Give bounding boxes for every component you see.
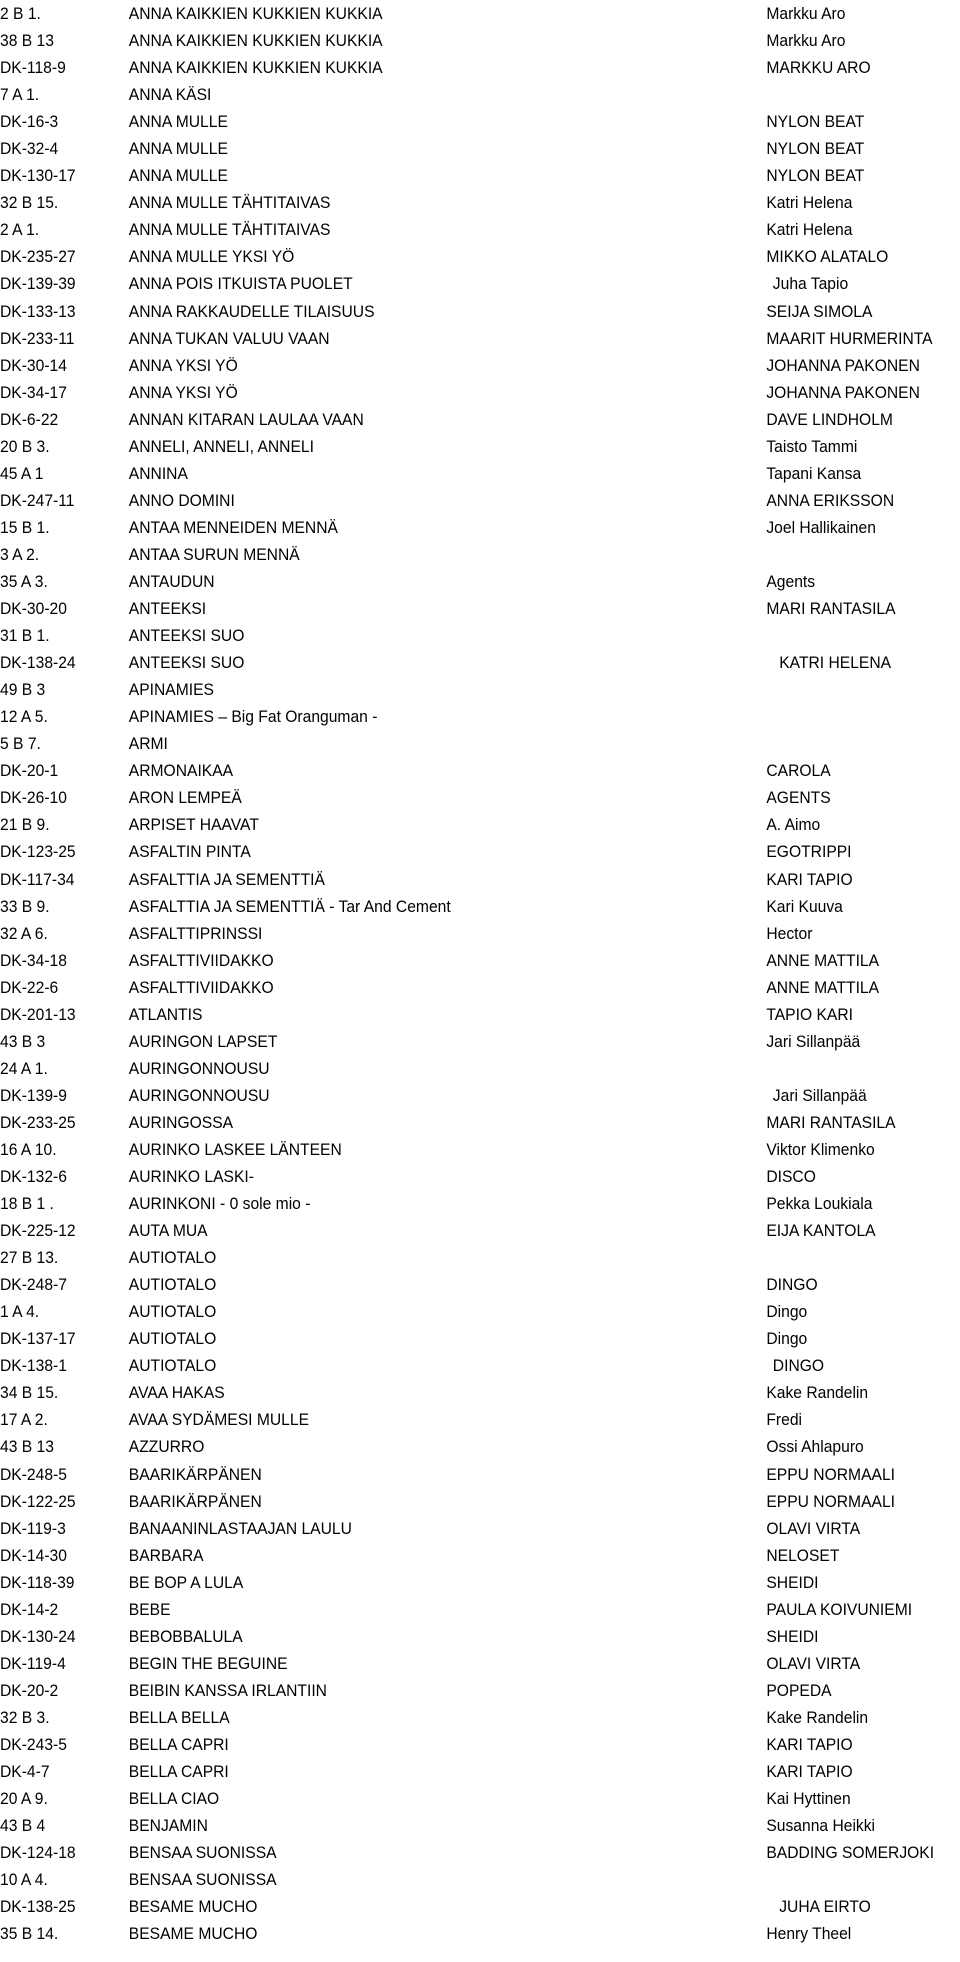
song-code: 18 B 1 . [0, 1194, 54, 1214]
song-title: ANNA KAIKKIEN KUKKIEN KUKKIA [128, 31, 383, 51]
song-artist: Hector [766, 923, 813, 943]
song-title: BENSAA SUONISSA [128, 1870, 277, 1890]
song-code: 49 B 3 [0, 680, 46, 700]
table-row [0, 1325, 960, 1352]
song-artist: Ossi Ahlapuro [766, 1437, 864, 1457]
song-code: DK-118-9 [0, 58, 66, 78]
song-title: AVAA HAKAS [128, 1383, 225, 1403]
song-artist: KARI TAPIO [766, 1762, 853, 1782]
song-artist: Joel Hallikainen [766, 517, 876, 537]
song-title: AUTIOTALO [128, 1356, 217, 1376]
song-title: ANTAA SURUN MENNÄ [128, 544, 300, 564]
song-code: 20 B 3. [0, 436, 50, 456]
song-title: ANNO DOMINI [128, 490, 235, 510]
song-code: 1 A 4. [0, 1302, 40, 1322]
table-row [0, 1082, 960, 1109]
table-row [0, 1352, 960, 1379]
song-title: ASFALTIN PINTA [128, 842, 251, 862]
song-title: ANNA MULLE TÄHTITAIVAS [128, 193, 331, 213]
table-row [0, 1785, 960, 1812]
table-row [0, 568, 960, 595]
song-artist: EPPU NORMAALI [766, 1464, 895, 1484]
table-row [0, 1217, 960, 1244]
song-title: BEGIN THE BEGUINE [128, 1653, 288, 1673]
song-title: AUTIOTALO [128, 1248, 217, 1268]
table-row [0, 541, 960, 568]
song-code: 35 A 3. [0, 571, 48, 591]
table-row [0, 649, 960, 676]
table-row [0, 1190, 960, 1217]
song-artist: SEIJA SIMOLA [766, 301, 873, 321]
song-artist: OLAVI VIRTA [766, 1518, 861, 1538]
table-row [0, 811, 960, 838]
song-artist: Katri Helena [766, 220, 853, 240]
song-code: DK-20-2 [0, 1680, 59, 1700]
song-artist: PAULA KOIVUNIEMI [766, 1599, 913, 1619]
song-title: BEBOBBALULA [128, 1626, 243, 1646]
song-title: ANNA MULLE [128, 112, 228, 132]
table-row [0, 757, 960, 784]
song-title: BESAME MUCHO [128, 1924, 258, 1944]
song-artist: ANNE MATTILA [766, 977, 880, 997]
song-artist: Viktor Klimenko [766, 1139, 875, 1159]
song-code: DK-14-30 [0, 1545, 67, 1565]
song-title: APINAMIES [128, 680, 214, 700]
song-title: BENJAMIN [128, 1816, 208, 1836]
song-code: DK-123-25 [0, 842, 76, 862]
song-artist: MARKKU ARO [766, 58, 871, 78]
table-row [0, 622, 960, 649]
song-title: BARBARA [128, 1545, 204, 1565]
table-row [0, 1758, 960, 1785]
song-artist: EIJA KANTOLA [766, 1221, 876, 1241]
table-row [0, 352, 960, 379]
song-title: ATLANTIS [128, 1004, 203, 1024]
table-row [0, 379, 960, 406]
song-code: DK-132-6 [0, 1167, 67, 1187]
song-code: DK-225-12 [0, 1221, 76, 1241]
song-code: DK-119-4 [0, 1653, 66, 1673]
song-code: DK-6-22 [0, 409, 59, 429]
song-artist: MAARIT HURMERINTA [766, 328, 933, 348]
song-title: AUTIOTALO [128, 1329, 217, 1349]
song-title: ANNA MULLE YKSI YÖ [128, 247, 295, 267]
table-row [0, 1704, 960, 1731]
song-artist: DISCO [766, 1167, 816, 1187]
song-title: ANNA POIS ITKUISTA PUOLET [128, 274, 353, 294]
table-row [0, 54, 960, 81]
song-code: DK-233-25 [0, 1112, 76, 1132]
song-artist: NYLON BEAT [766, 139, 865, 159]
song-code: 2 B 1. [0, 4, 41, 23]
song-title: ANTEEKSI SUO [128, 653, 245, 673]
song-code: 7 A 1. [0, 85, 40, 105]
table-row [0, 1731, 960, 1758]
song-code: 32 A 6. [0, 923, 48, 943]
song-code: DK-201-13 [0, 1004, 76, 1024]
song-artist: NYLON BEAT [766, 112, 865, 132]
song-title: ASFALTTIA JA SEMENTTIÄ [128, 869, 325, 889]
song-code: 43 B 3 [0, 1031, 46, 1051]
song-artist: JUHA EIRTO [779, 1897, 871, 1917]
song-code: DK-34-17 [0, 382, 67, 402]
song-title: AURINKO LASKEE LÄNTEEN [128, 1139, 342, 1159]
song-code: DK-235-27 [0, 247, 76, 267]
table-row [0, 1163, 960, 1190]
table-row [0, 1569, 960, 1596]
table-row [0, 893, 960, 920]
table-row [0, 1406, 960, 1433]
song-title: ANTEEKSI SUO [128, 626, 245, 646]
song-code: DK-124-18 [0, 1843, 76, 1863]
table-row [0, 270, 960, 297]
song-code: 16 A 10. [0, 1139, 57, 1159]
table-row [0, 1677, 960, 1704]
table-row [0, 1271, 960, 1298]
song-artist: Susanna Heikki [766, 1816, 876, 1836]
song-title: BEIBIN KANSSA IRLANTIIN [128, 1680, 327, 1700]
song-code: 33 B 9. [0, 896, 50, 916]
song-artist: EGOTRIPPI [766, 842, 852, 862]
song-title: ASFALTTIPRINSSI [128, 923, 263, 943]
song-artist: Katri Helena [766, 193, 853, 213]
table-row [0, 1109, 960, 1136]
song-code: DK-30-14 [0, 355, 67, 375]
song-code: DK-118-39 [0, 1572, 75, 1592]
table-row [0, 974, 960, 1001]
table-row [0, 676, 960, 703]
song-code: 27 B 13. [0, 1248, 59, 1268]
song-title: ANTAUDUN [128, 571, 215, 591]
table-row [0, 1298, 960, 1325]
song-code: DK-247-11 [0, 490, 75, 510]
table-row [0, 216, 960, 243]
song-title: ANNA RAKKAUDELLE TILAISUUS [128, 301, 375, 321]
song-code: 21 B 9. [0, 815, 50, 835]
song-title: ANNA YKSI YÖ [128, 355, 238, 375]
table-row [0, 325, 960, 352]
song-title: BENSAA SUONISSA [128, 1843, 277, 1863]
song-artist: Dingo [766, 1302, 808, 1322]
table-row [0, 838, 960, 865]
song-artist: A. Aimo [766, 815, 821, 835]
song-artist: POPEDA [766, 1680, 832, 1700]
song-artist: Markku Aro [766, 31, 846, 51]
song-code: DK-139-39 [0, 274, 76, 294]
song-artist: EPPU NORMAALI [766, 1491, 895, 1511]
song-title: BANAANINLASTAAJAN LAULU [128, 1518, 352, 1538]
song-title: AURINGOSSA [128, 1112, 234, 1132]
song-artist: NYLON BEAT [766, 166, 865, 186]
song-code: 31 B 1. [0, 626, 50, 646]
table-row [0, 1433, 960, 1460]
song-artist: Agents [766, 571, 816, 591]
song-artist: Taisto Tammi [766, 436, 858, 456]
song-code: DK-138-1 [0, 1356, 67, 1376]
song-code: DK-138-25 [0, 1897, 76, 1917]
song-title: AURINKONI - 0 sole mio - [128, 1194, 311, 1214]
song-artist: Kake Randelin [766, 1707, 869, 1727]
song-title: ARON LEMPEÄ [128, 788, 242, 808]
song-code: 24 A 1. [0, 1058, 48, 1078]
song-title: BELLA CAPRI [128, 1735, 229, 1754]
song-code: DK-14-2 [0, 1599, 59, 1619]
table-row [0, 1920, 960, 1947]
song-title: ANNELI, ANNELI, ANNELI [128, 436, 314, 456]
song-artist: Kari Kuuva [766, 896, 843, 916]
song-artist: SHEIDI [766, 1572, 819, 1592]
song-title: ARMI [128, 734, 168, 754]
song-code: 32 B 3. [0, 1707, 50, 1727]
song-title: AURINGONNOUSU [128, 1058, 270, 1078]
song-title: ANNA MULLE TÄHTITAIVAS [128, 220, 331, 240]
song-artist: BADDING SOMERJOKI [766, 1843, 935, 1863]
song-code: DK-233-11 [0, 328, 75, 348]
song-artist: Dingo [766, 1329, 808, 1349]
table-row [0, 1812, 960, 1839]
song-title: BE BOP A LULA [128, 1572, 244, 1592]
table-row [0, 1542, 960, 1569]
table-row [0, 433, 960, 460]
song-title: ANNA MULLE [128, 166, 228, 186]
table-row [0, 1028, 960, 1055]
song-artist: DINGO [772, 1356, 825, 1376]
table-row [0, 1893, 960, 1920]
song-code: 38 B 13 [0, 31, 54, 51]
song-code: 17 A 2. [0, 1410, 48, 1430]
song-title: BELLA BELLA [128, 1707, 230, 1727]
song-artist: JOHANNA PAKONEN [766, 382, 920, 402]
song-title: ANNA YKSI YÖ [128, 382, 238, 402]
table-row [0, 243, 960, 270]
table-row [0, 784, 960, 811]
table-row [0, 460, 960, 487]
song-code: DK-139-9 [0, 1085, 67, 1105]
song-code: DK-30-20 [0, 599, 67, 619]
song-artist: DAVE LINDHOLM [766, 409, 893, 429]
table-row [0, 27, 960, 54]
song-code: DK-243-5 [0, 1735, 67, 1754]
song-code: 32 B 15. [0, 193, 59, 213]
song-artist: ANNA ERIKSSON [766, 490, 895, 510]
table-row [0, 1244, 960, 1271]
table-row [0, 487, 960, 514]
song-title: ANNINA [128, 463, 188, 483]
song-artist: JOHANNA PAKONEN [766, 355, 920, 375]
table-row [0, 1623, 960, 1650]
song-title: AURINKO LASKI- [128, 1167, 254, 1187]
table-row [0, 406, 960, 433]
table-row [0, 1515, 960, 1542]
song-artist: KATRI HELENA [779, 653, 892, 673]
song-code: DK-137-17 [0, 1329, 76, 1349]
song-title: BESAME MUCHO [128, 1897, 258, 1917]
song-title: AUTIOTALO [128, 1275, 217, 1295]
song-artist: MARI RANTASILA [766, 599, 896, 619]
table-row [0, 1055, 960, 1082]
song-artist: Pekka Loukiala [766, 1194, 873, 1214]
song-artist: Markku Aro [766, 4, 846, 23]
song-title: ASFALTTIA JA SEMENTTIÄ - Tar And Cement [128, 896, 451, 916]
song-artist: Kake Randelin [766, 1383, 869, 1403]
song-code: DK-117-34 [0, 869, 75, 889]
song-title: ASFALTTIVIIDAKKO [128, 977, 274, 997]
song-code: 12 A 5. [0, 707, 48, 727]
table-row [0, 595, 960, 622]
table-row [0, 1379, 960, 1406]
song-artist: MIKKO ALATALO [766, 247, 889, 267]
song-code: 43 B 13 [0, 1437, 54, 1457]
song-artist: Henry Theel [766, 1924, 852, 1944]
table-row [0, 1866, 960, 1893]
song-code: 10 A 4. [0, 1870, 48, 1890]
song-code: 20 A 9. [0, 1789, 48, 1809]
song-title: ANNA KÄSI [128, 85, 212, 105]
table-row [0, 162, 960, 189]
table-row [0, 1839, 960, 1866]
table-row [0, 108, 960, 135]
table-row [0, 1596, 960, 1623]
table-row [0, 1136, 960, 1163]
song-title: ASFALTTIVIIDAKKO [128, 950, 274, 970]
song-code: DK-130-17 [0, 166, 76, 186]
song-code: DK-248-7 [0, 1275, 67, 1295]
song-title: ANTAA MENNEIDEN MENNÄ [128, 517, 338, 537]
song-artist: CAROLA [766, 761, 831, 781]
table-row [0, 514, 960, 541]
song-code: DK-16-3 [0, 112, 59, 132]
song-artist: Tapani Kansa [766, 463, 862, 483]
song-title: ANTEEKSI [128, 599, 207, 619]
table-row [0, 730, 960, 757]
song-title: ANNA KAIKKIEN KUKKIEN KUKKIA [128, 4, 383, 23]
song-title: AVAA SYDÄMESI MULLE [128, 1410, 310, 1430]
song-artist: KARI TAPIO [766, 1735, 853, 1754]
song-code: 15 B 1. [0, 517, 50, 537]
song-code: DK-20-1 [0, 761, 59, 781]
song-artist: KARI TAPIO [766, 869, 853, 889]
song-artist: Fredi [766, 1410, 802, 1430]
table-row [0, 135, 960, 162]
song-title: BEBE [128, 1599, 171, 1619]
song-code: 35 B 14. [0, 1924, 59, 1944]
song-code: DK-248-5 [0, 1464, 67, 1484]
song-artist: AGENTS [766, 788, 831, 808]
song-code: DK-22-6 [0, 977, 59, 997]
table-row [0, 866, 960, 893]
table-row [0, 920, 960, 947]
song-artist: SHEIDI [766, 1626, 819, 1646]
song-artist: Kai Hyttinen [766, 1789, 851, 1809]
song-code: DK-130-24 [0, 1626, 76, 1646]
song-artist: Jari Sillanpää [772, 1085, 867, 1105]
song-title: BELLA CIAO [128, 1789, 220, 1809]
song-title: ANNA TUKAN VALUU VAAN [128, 328, 330, 348]
song-code: DK-119-3 [0, 1518, 66, 1538]
song-code: DK-26-10 [0, 788, 67, 808]
song-artist: TAPIO KARI [766, 1004, 853, 1024]
song-title: APINAMIES – Big Fat Oranguman - [128, 707, 378, 727]
song-artist: Juha Tapio [772, 274, 849, 294]
song-code: DK-133-13 [0, 301, 76, 321]
song-title: AZZURRO [128, 1437, 205, 1457]
song-title: AURINGON LAPSET [128, 1031, 278, 1051]
song-title: ARMONAIKAA [128, 761, 234, 781]
song-artist: ANNE MATTILA [766, 950, 880, 970]
table-row [0, 298, 960, 325]
table-row [0, 1650, 960, 1677]
song-code: DK-34-18 [0, 950, 67, 970]
table-row [0, 0, 960, 27]
song-artist: OLAVI VIRTA [766, 1653, 861, 1673]
song-title: AURINGONNOUSU [128, 1085, 270, 1105]
song-title: AUTIOTALO [128, 1302, 217, 1322]
song-code: DK-122-25 [0, 1491, 76, 1511]
song-artist: NELOSET [766, 1545, 840, 1565]
song-title: BAARIKÄRPÄNEN [128, 1464, 262, 1484]
song-title: BELLA CAPRI [128, 1762, 229, 1782]
song-code: 3 A 2. [0, 544, 40, 564]
song-code: 2 A 1. [0, 220, 40, 240]
song-title: ANNA KAIKKIEN KUKKIEN KUKKIA [128, 58, 383, 78]
song-code: 45 A 1 [0, 463, 44, 483]
song-code: 5 B 7. [0, 734, 41, 754]
song-title: BAARIKÄRPÄNEN [128, 1491, 262, 1511]
table-row [0, 1001, 960, 1028]
table-row [0, 1488, 960, 1515]
song-code: DK-138-24 [0, 653, 76, 673]
song-artist: MARI RANTASILA [766, 1112, 896, 1132]
table-row [0, 947, 960, 974]
song-code: DK-4-7 [0, 1762, 50, 1782]
table-row [0, 81, 960, 108]
table-row [0, 189, 960, 216]
song-code: 34 B 15. [0, 1383, 59, 1403]
table-row [0, 1461, 960, 1488]
song-artist: DINGO [766, 1275, 818, 1295]
song-code: DK-32-4 [0, 139, 59, 159]
song-title: ANNAN KITARAN LAULAA VAAN [128, 409, 364, 429]
song-title: ANNA MULLE [128, 139, 228, 159]
song-artist: Jari Sillanpää [766, 1031, 861, 1051]
song-code: 43 B 4 [0, 1816, 46, 1836]
song-title: AUTA MUA [128, 1221, 208, 1241]
song-title: ARPISET HAAVAT [128, 815, 259, 835]
table-row [0, 703, 960, 730]
